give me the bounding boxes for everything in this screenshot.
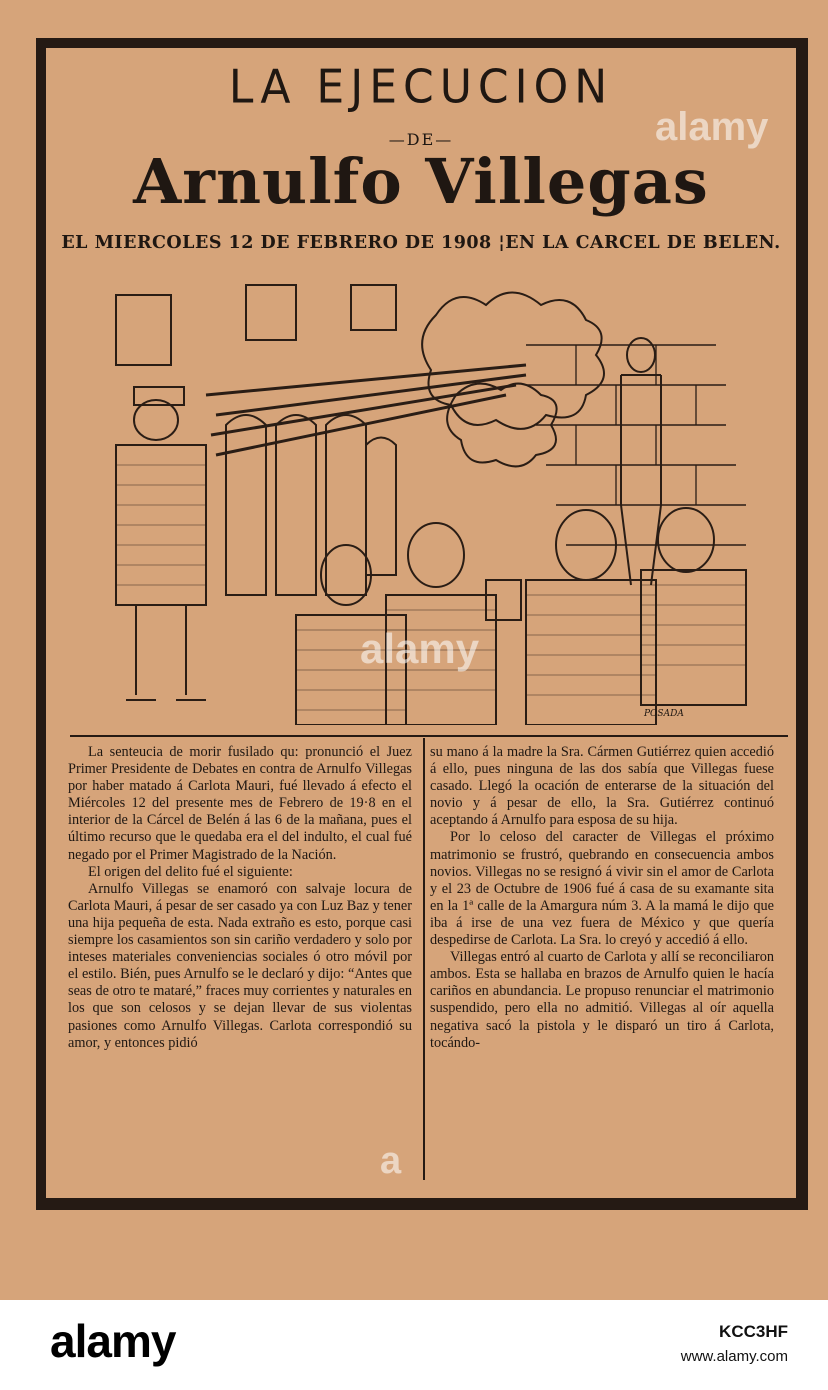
article-column-right [430, 744, 774, 1052]
watermark-text: alamy [360, 625, 480, 672]
watermark-text: a [380, 1140, 402, 1182]
watermark-text: alamy [655, 105, 769, 149]
site-url: www.alamy.com [680, 1348, 788, 1365]
section-rule [70, 735, 788, 737]
stock-footer [0, 1300, 828, 1390]
headline-title: LA EJECUCION [228, 60, 614, 115]
column-divider [423, 738, 425, 1180]
image-id: KCC3HF [719, 1322, 788, 1341]
illustration-signature: POSADA [644, 709, 684, 719]
frame-border-bottom [38, 1198, 808, 1210]
frame-border-top [38, 38, 808, 48]
frame-border-left [36, 38, 46, 1210]
frame-border-right [796, 38, 808, 1210]
article-paragraph: su mano á la madre la Sra. Cármen Gutiérrez quien accedió á ello, pues ninguna de las dos sabía que Villegas fuese casado. Llegó la ocación de enterarse de la situación del novio y á pesar de ello, la Sra. Gutiérrez continuó aceptando á Arnulfo para esposa de su hija. [430, 744, 774, 829]
article-paragraph: Arnulfo Villegas se enamoró con salvaje locura de Carlota Mauri, á pesar de ser casado ya con Luz Baz y tener una hija pequeña de esta. Nada extraño es esto, porque casi siempre los casamientos son sin cariño verdadero y solo por inteses materiales conveniencias sociales ó otro móvil por el estilo. Bién, pues Arnulfo se le declaró y dijo: “Antes que seas de otro te mataré,” fraces muy corrientes y naturales en los que son celosos y se dejan llevar de sus violentas pasiones como Arnulfo Villegas. Carlota correspondió su amor, y entonces pidió [68, 880, 412, 1051]
article-paragraph: Villegas entró al cuarto de Carlota y allí se reconciliaron ambos. Esta se hallaba en brazos de Arnulfo quien le hacía cariños en abundancia. Le propuso renunciar el matrimonio suspendido, pero ella no admitió. Villegas al oír aquella negativa sacó la pistola y le disparó un tiro á Carlota, tocándo- [430, 949, 774, 1051]
article-paragraph: Por lo celoso del caracter de Villegas el próximo matrimonio se frustró, quebrando en consecuencia ambos novios. Villegas no se resignó á vivir sin el amor de Carlota y el 23 de Octubre de 1906 fué á casa de su examante sita en la 1ª calle de la Amargura núm 3. A la mamá le dijo que iba á irse de una vez fuera de México y que quería despedirse de Carlota. La Sra. lo creyó y accedió á ello. [430, 829, 774, 949]
article-paragraph: El origen del delito fué el siguiente: [88, 863, 293, 880]
alamy-logo: alamy [50, 1315, 176, 1367]
article-paragraph: La senteucia de morir fusilado qu: pronunció el Juez Primer Presidente de Debates en contra de Arnulfo Villegas por haber matado á Carlota Mauri, fué llevado á efecto el Miércoles 12 del presente mes de Febrero de 19·8 en el interior de la Cárcel de Belén á las 6 de la mañana, pues el último recurso que le quedaba era el del indulto, el cual fué negado por el Primer Magistrado de la Nación. [68, 744, 412, 863]
headline-subtitle: EL MIERCOLES 12 DE FEBRERO DE 1908 ¦EN LA CARCEL DE BELEN. [61, 233, 781, 253]
article-column-left [68, 744, 412, 1052]
headline-de: —DE— [388, 130, 454, 149]
headline-name: Arnulfo Villegas [133, 145, 709, 218]
